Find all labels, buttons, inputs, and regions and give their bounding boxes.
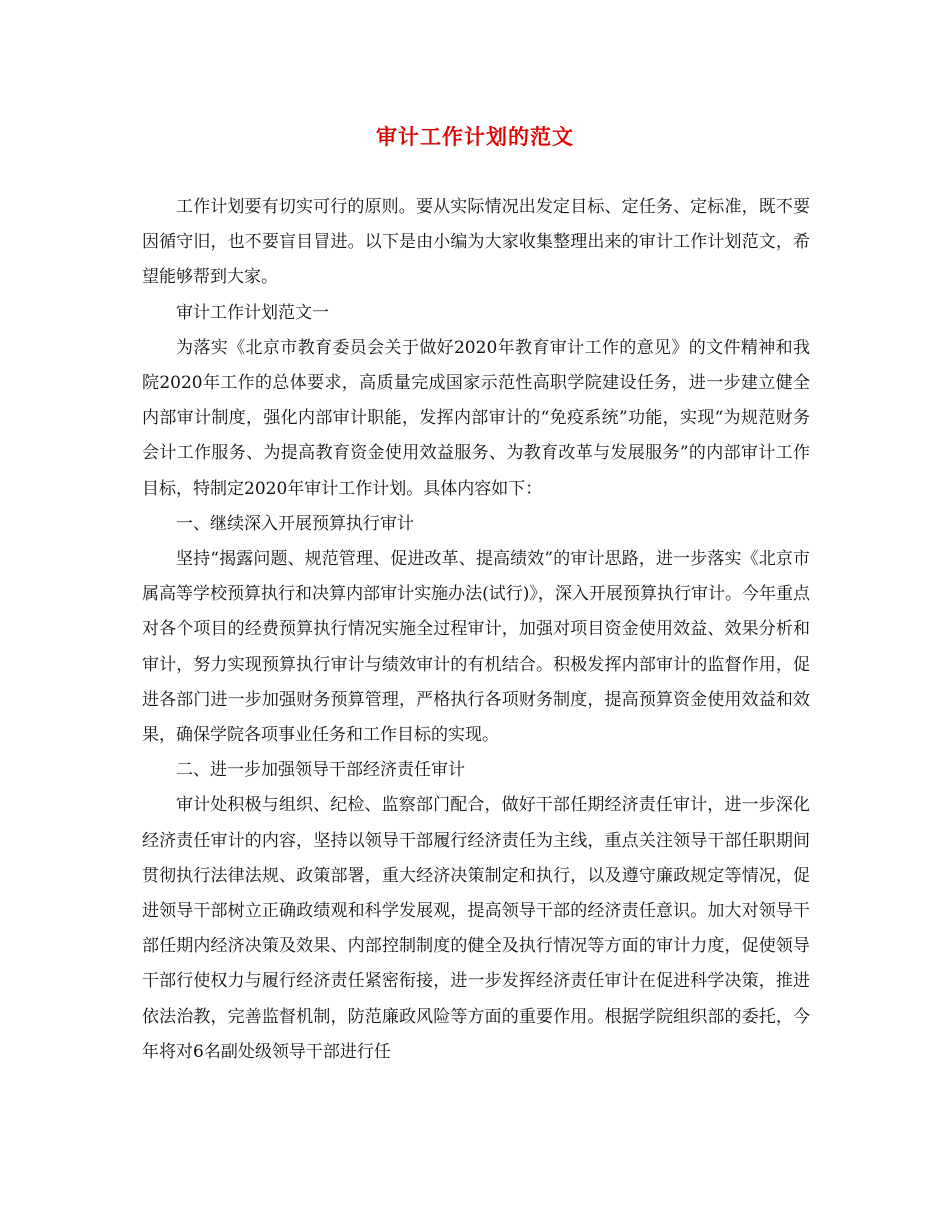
purpose-paragraph: 为落实《北京市教育委员会关于做好2020年教育审计工作的意见》的文件精神和我院2020年工作的总体要求，高质量完成国家示范性高职学院建设任务，进一步建立健全内部审计制度，强化内部审计职能，发挥内部审计的“免疫系统”功能，实现“为规范财务会计工作服务、为提高教育资金使用效益服务、为教育改革与发展服务”的内部审计工作目标，特制定2020年审计工作计划。具体内容如下： bbox=[142, 337, 810, 499]
document-body bbox=[142, 190, 810, 1070]
section-heading-budget-audit: 一、继续深入开展预算执行审计 bbox=[176, 513, 414, 534]
section-heading-economic-responsibility: 二、进一步加强领导干部经济责任审计 bbox=[176, 760, 465, 781]
section-heading-example-one: 审计工作计划范文一 bbox=[176, 302, 329, 323]
economic-responsibility-paragraph: 审计处积极与组织、纪检、监察部门配合，做好干部任期经济责任审计，进一步深化经济责任审计的内容，坚持以领导干部履行经济责任为主线，重点关注领导干部任职期间贯彻执行法律法规、政策部署，重大经济决策制定和执行，以及遵守廉政规定等情况，促进领导干部树立正确政绩观和科学发展观，提高领导干部的经济责任意识。加大对领导干部任期内经济决策及效果、内部控制制度的健全及执行情况等方面的审计力度，促使领导干部行使权力与履行经济责任紧密衔接，进一步发挥经济责任审计在促进科学决策，推进依法治教，完善监督机制，防范廉政风险等方面的重要作用。根据学院组织部的委托，今年将对6名副处级领导干部进行任 bbox=[142, 795, 810, 1062]
document-title: 审计工作计划的范文 bbox=[376, 124, 574, 149]
budget-audit-paragraph: 坚持“揭露问题、规范管理、促进改革、提高绩效”的审计思路，进一步落实《北京市属高等学校预算执行和决算内部审计实施办法(试行)》，深入开展预算执行审计。今年重点对各个项目的经费预算执行情况实施全过程审计，加强对项目资金使用效益、效果分析和审计，努力实现预算执行审计与绩效审计的有机结合。积极发挥内部审计的监督作用，促进各部门进一步加强财务预算管理，严格执行各项财务制度，提高预算资金使用效益和效果，确保学院各项事业任务和工作目标的实现。 bbox=[142, 549, 810, 746]
intro-paragraph: 工作计划要有切实可行的原则。要从实际情况出发定目标、定任务、定标准，既不要因循守旧，也不要盲目冒进。以下是由小编为大家收集整理出来的审计工作计划范文，希望能够帮到大家。 bbox=[142, 197, 810, 288]
